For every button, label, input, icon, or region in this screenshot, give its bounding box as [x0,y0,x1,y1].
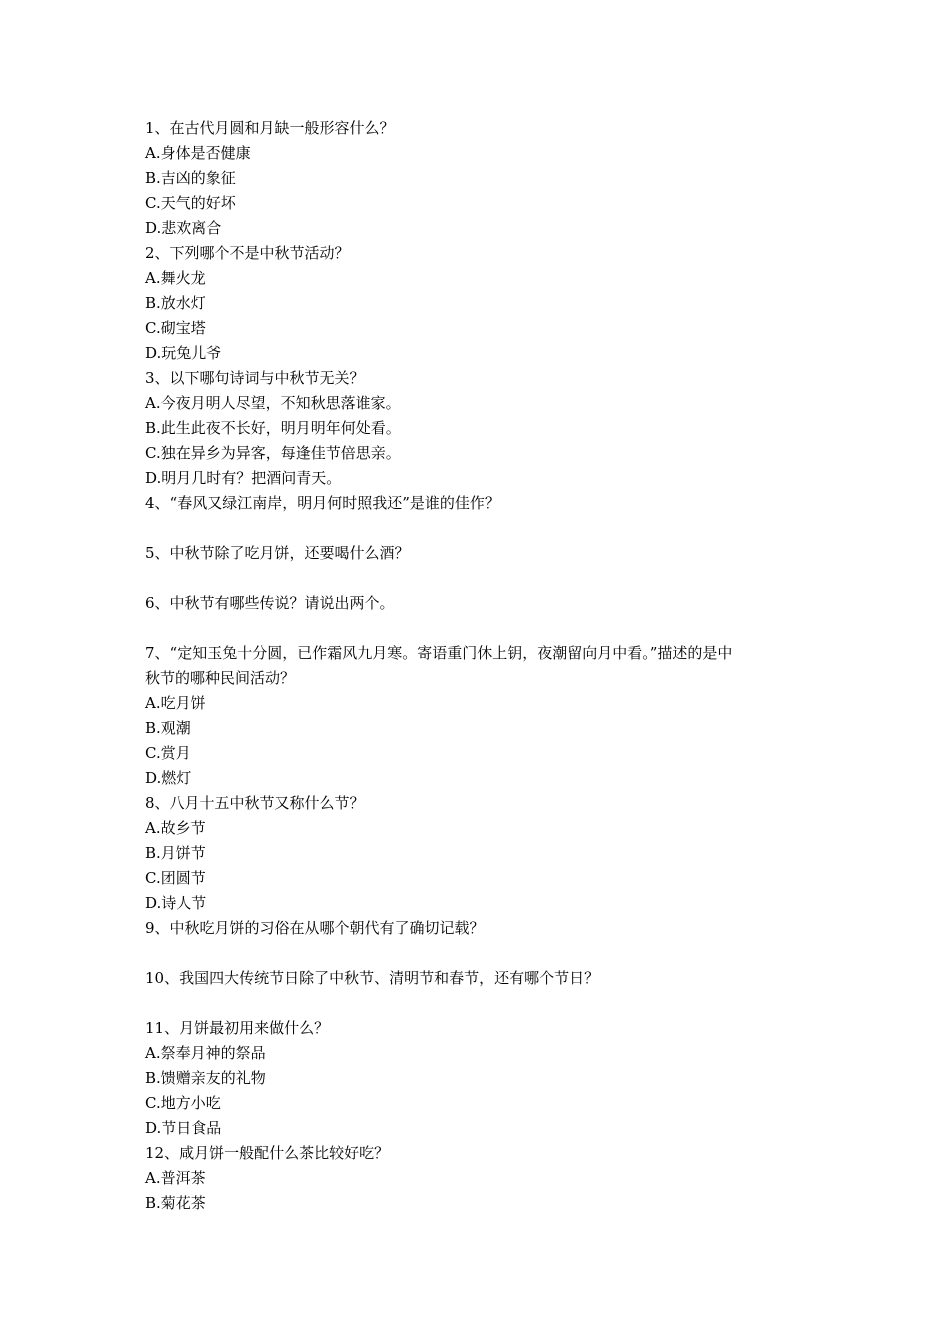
option-a: A.祭奉月神的祭品 [145,1044,266,1062]
option-b: B.此生此夜不长好，明月明年何处看。 [145,419,401,437]
option-d: D.悲欢离合 [145,219,222,237]
question-7-line-1: 7、“定知玉兔十分圆，已作霜风九月寒。寄语重门休上钥，夜潮留向月中看。”描述的是中 [145,644,733,662]
option-b: B.馈赠亲友的礼物 [145,1069,266,1087]
option-a: A.今夜月明人尽望，不知秋思落谁家。 [145,394,401,412]
option-a: A.吃月饼 [145,694,206,712]
question-8: 8、八月十五中秋节又称什么节？ [145,794,365,812]
option-c: C.地方小吃 [145,1094,221,1112]
option-c: C.砌宝塔 [145,319,206,337]
question-2: 2、下列哪个不是中秋节活动？ [145,244,350,262]
question-5: 5、中秋节除了吃月饼，还要喝什么酒？ [145,544,410,562]
question-3: 3、以下哪句诗词与中秋节无关？ [145,369,365,387]
option-a: A.身体是否健康 [145,144,251,162]
option-b: B.观潮 [145,719,191,737]
option-a: A.舞火龙 [145,269,206,287]
option-a: A.故乡节 [145,819,206,837]
option-b: B.菊花茶 [145,1194,206,1212]
answer-space [145,991,825,1016]
option-c: C.团圆节 [145,869,206,887]
option-c: C.独在异乡为异客，每逢佳节倍思亲。 [145,444,401,462]
question-10: 10、我国四大传统节日除了中秋节、清明节和春节，还有哪个节日？ [145,969,600,987]
answer-space [145,566,825,591]
option-c: C.天气的好坏 [145,194,236,212]
question-6: 6、中秋节有哪些传说？请说出两个。 [145,594,395,612]
question-4: 4、“春风又绿江南岸，明月何时照我还”是谁的佳作？ [145,494,500,512]
question-9: 9、中秋吃月饼的习俗在从哪个朝代有了确切记载？ [145,919,485,937]
answer-space [145,616,825,641]
option-d: D.诗人节 [145,894,207,912]
quiz-document [145,116,825,1216]
option-b: B.放水灯 [145,294,206,312]
option-b: B.月饼节 [145,844,206,862]
question-1: 1、在古代月圆和月缺一般形容什么？ [145,119,395,137]
question-12: 12、咸月饼一般配什么茶比较好吃？ [145,1144,390,1162]
question-11: 11、月饼最初用来做什么？ [145,1019,330,1037]
option-d: D.明月几时有？把酒问青天。 [145,469,342,487]
option-d: D.节日食品 [145,1119,222,1137]
answer-space [145,941,825,966]
option-b: B.吉凶的象征 [145,169,236,187]
option-c: C.赏月 [145,744,191,762]
option-d: D.燃灯 [145,769,192,787]
option-d: D.玩兔儿爷 [145,344,222,362]
question-7-line-2: 秋节的哪种民间活动？ [145,669,296,687]
answer-space [145,516,825,541]
option-a: A.普洱茶 [145,1169,206,1187]
